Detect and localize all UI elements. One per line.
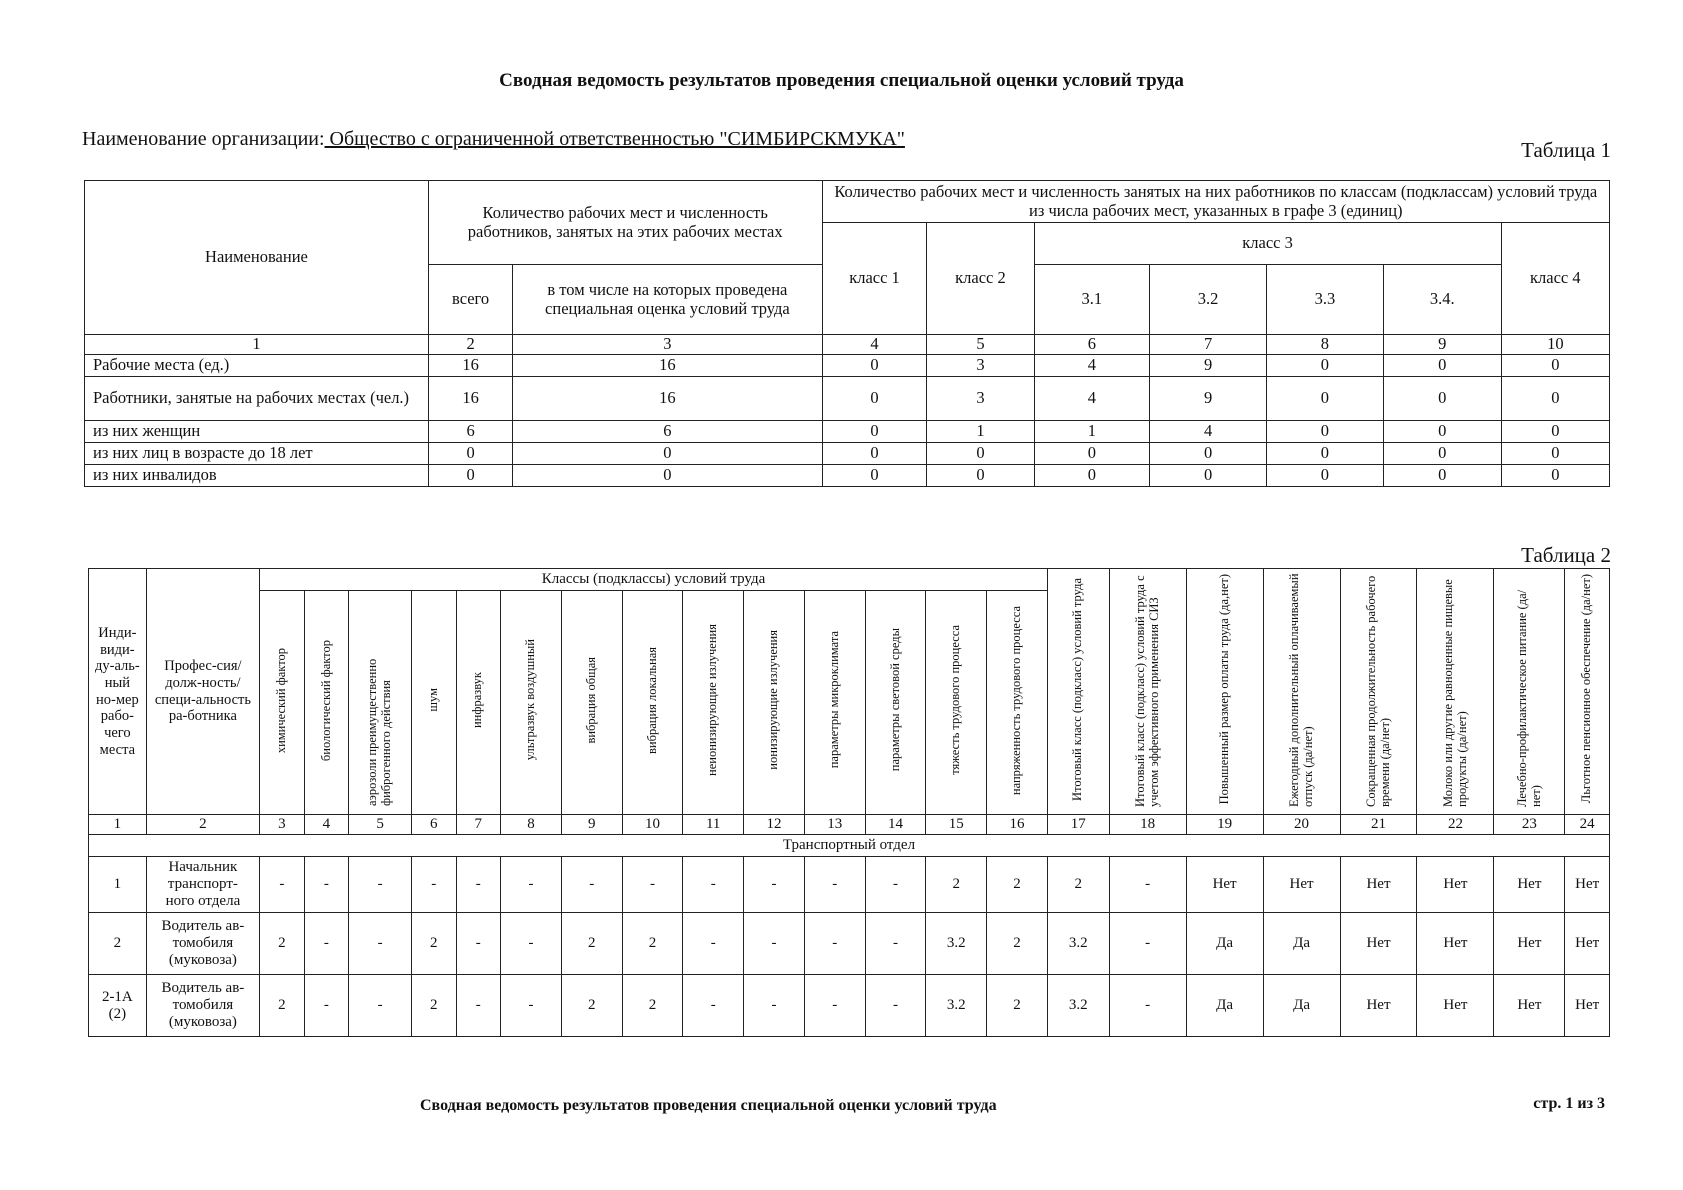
t2-colnum: 20 — [1263, 815, 1340, 835]
cell-value: - — [744, 975, 805, 1037]
cell-value: Да — [1263, 913, 1340, 975]
t1-header-3-4: 3.4. — [1383, 265, 1501, 335]
cell-value: 0 — [1267, 465, 1384, 487]
cell-value: 1 — [1034, 421, 1150, 443]
table-row — [85, 443, 1610, 465]
t2-factor-header: инфразвук — [456, 591, 501, 815]
cell-value: 2 — [561, 975, 622, 1037]
cell-value: 0 — [822, 465, 927, 487]
cell-value: Нет — [1340, 857, 1417, 913]
cell-value: 0 — [1034, 443, 1150, 465]
cell-value: 2 — [622, 913, 683, 975]
t2-colnum: 18 — [1109, 815, 1186, 835]
cell-value: Нет — [1186, 857, 1263, 913]
t2-colnum: 15 — [926, 815, 987, 835]
t2-header-classes: Классы (подклассы) условий труда — [260, 569, 1048, 591]
t1-colnum: 6 — [1034, 335, 1150, 355]
cell-value: - — [1109, 913, 1186, 975]
cell-value: 2 — [260, 975, 305, 1037]
cell-value: - — [304, 857, 349, 913]
t2-factor-header: ультразвук воздушный — [501, 591, 562, 815]
t1-header-3-2: 3.2 — [1150, 265, 1267, 335]
cell-value: 0 — [822, 421, 927, 443]
cell-value: 2 — [1047, 857, 1109, 913]
table-row — [89, 913, 1610, 975]
cell-value: - — [865, 975, 926, 1037]
cell-value: - — [561, 857, 622, 913]
t2-header-short-hours: Сокращенная продолжительность рабочего времени (да/нет) — [1340, 569, 1417, 815]
t2-header-milk: Молоко или другие равноценные пищевые продукты (да/нет) — [1417, 569, 1494, 815]
cell-value: 1 — [927, 421, 1034, 443]
t1-header-assessed: в том числе на которых проведена специальная оценка условий труда — [513, 265, 822, 335]
cell-value: 2 — [260, 913, 305, 975]
t1-header-total: всего — [428, 265, 512, 335]
cell-value: 4 — [1034, 377, 1150, 421]
profession: Водитель ав-томобиля (муковоза) — [146, 913, 259, 975]
cell-value: 3.2 — [926, 913, 987, 975]
cell-value: 0 — [1501, 465, 1609, 487]
t2-colnum: 5 — [349, 815, 412, 835]
table-row — [89, 975, 1610, 1037]
profession: Начальник транспорт-ного отдела — [146, 857, 259, 913]
cell-value: - — [304, 913, 349, 975]
t1-header-class4: класс 4 — [1501, 223, 1609, 335]
cell-value: 0 — [513, 465, 822, 487]
cell-value: 0 — [822, 443, 927, 465]
cell-value: - — [456, 913, 501, 975]
cell-value: - — [260, 857, 305, 913]
cell-value: - — [683, 913, 744, 975]
cell-value: Нет — [1565, 857, 1610, 913]
t2-colnum: 14 — [865, 815, 926, 835]
t1-colnum: 9 — [1383, 335, 1501, 355]
t2-colnum: 10 — [622, 815, 683, 835]
cell-value: 0 — [428, 465, 512, 487]
cell-value: 0 — [1383, 377, 1501, 421]
table-row — [85, 377, 1610, 421]
cell-value: 0 — [927, 465, 1034, 487]
cell-value: 0 — [822, 355, 927, 377]
cell-value: - — [349, 975, 412, 1037]
workplace-id: 1 — [89, 857, 147, 913]
cell-value: - — [501, 975, 562, 1037]
t1-colnum: 8 — [1267, 335, 1384, 355]
cell-value: 2 — [987, 857, 1048, 913]
t2-colnum: 23 — [1494, 815, 1565, 835]
t2-factor-header: ионизирующие излучения — [744, 591, 805, 815]
cell-value: Да — [1263, 975, 1340, 1037]
t1-colnum: 10 — [1501, 335, 1609, 355]
t2-colnum: 8 — [501, 815, 562, 835]
cell-value: - — [1109, 975, 1186, 1037]
t2-factor-header: аэрозоли преимущественно фиброгенного действия — [349, 591, 412, 815]
table1-label: Таблица 1 — [1521, 138, 1611, 162]
t1-colnum: 3 — [513, 335, 822, 355]
t2-factor-header: вибрация общая — [561, 591, 622, 815]
page-number: стр. 1 из 3 — [1533, 1095, 1605, 1112]
t2-header-final-class: Итоговый класс (подкласс) условий труда — [1047, 569, 1109, 815]
t2-colnum: 11 — [683, 815, 744, 835]
cell-value: 0 — [1383, 421, 1501, 443]
cell-value: 3 — [927, 377, 1034, 421]
cell-value: - — [865, 857, 926, 913]
cell-value: 3.2 — [926, 975, 987, 1037]
footer-title: Сводная ведомость результатов проведения специальной оценки условий труда — [420, 1097, 997, 1114]
t2-body — [89, 857, 1610, 1037]
t2-factor-header: тяжесть трудового процесса — [926, 591, 987, 815]
cell-value: Нет — [1340, 975, 1417, 1037]
cell-value: 0 — [513, 443, 822, 465]
t2-factor-header: неионизирующие излучения — [683, 591, 744, 815]
row-name: из них лиц в возрасте до 18 лет — [85, 443, 429, 465]
cell-value: 0 — [1501, 443, 1609, 465]
cell-value: 0 — [1383, 443, 1501, 465]
table-row — [85, 355, 1610, 377]
cell-value: - — [744, 857, 805, 913]
cell-value: Нет — [1494, 913, 1565, 975]
cell-value: 0 — [1150, 465, 1267, 487]
t2-header-final-class-siz: Итоговый класс (подкласс) условий труда с учетом эффективного применения СИЗ — [1109, 569, 1186, 815]
cell-value: 4 — [1034, 355, 1150, 377]
cell-value: - — [349, 857, 412, 913]
t1-header-name: Наименование — [85, 181, 429, 335]
t2-section-title: Транспортный отдел — [89, 835, 1610, 857]
cell-value: 9 — [1150, 377, 1267, 421]
t2-factor-header: химический фактор — [260, 591, 305, 815]
cell-value: 0 — [428, 443, 512, 465]
t1-colnum: 7 — [1150, 335, 1267, 355]
t1-header-3-3: 3.3 — [1267, 265, 1384, 335]
cell-value: - — [683, 857, 744, 913]
cell-value: 0 — [822, 377, 927, 421]
cell-value: 6 — [428, 421, 512, 443]
t2-factor-header: шум — [411, 591, 456, 815]
t1-header-3-1: 3.1 — [1034, 265, 1150, 335]
t2-colnum: 2 — [146, 815, 259, 835]
cell-value: Нет — [1417, 975, 1494, 1037]
organization-line — [82, 128, 905, 151]
cell-value: - — [411, 857, 456, 913]
t1-column-numbers — [85, 335, 1610, 355]
profession: Водитель ав-томобиля (муковоза) — [146, 975, 259, 1037]
cell-value: Нет — [1565, 975, 1610, 1037]
cell-value: - — [622, 857, 683, 913]
cell-value: Нет — [1417, 913, 1494, 975]
cell-value: Да — [1186, 913, 1263, 975]
cell-value: 0 — [1383, 465, 1501, 487]
cell-value: - — [304, 975, 349, 1037]
t2-header-pay: Повышенный размер оплаты труда (да,нет) — [1186, 569, 1263, 815]
t1-body — [85, 355, 1610, 487]
cell-value: 3 — [927, 355, 1034, 377]
cell-value: 3.2 — [1047, 913, 1109, 975]
cell-value: 2 — [561, 913, 622, 975]
t2-colnum: 22 — [1417, 815, 1494, 835]
t2-header-pension: Льготное пенсионное обеспечение (да/нет) — [1565, 569, 1610, 815]
cell-value: Нет — [1263, 857, 1340, 913]
cell-value: 0 — [1034, 465, 1150, 487]
t1-header-class3: класс 3 — [1034, 223, 1501, 265]
cell-value: - — [865, 913, 926, 975]
cell-value: - — [804, 857, 865, 913]
cell-value: 0 — [1267, 421, 1384, 443]
cell-value: 4 — [1150, 421, 1267, 443]
cell-value: 2 — [926, 857, 987, 913]
cell-value: Нет — [1494, 975, 1565, 1037]
t2-colnum: 17 — [1047, 815, 1109, 835]
cell-value: 0 — [1267, 377, 1384, 421]
t2-factor-header: биологический фактор — [304, 591, 349, 815]
t2-factor-header: параметры микроклимата — [804, 591, 865, 815]
cell-value: Да — [1186, 975, 1263, 1037]
t2-header-id: Инди-види-ду-аль-ный но-мер рабо-чего места — [89, 569, 147, 815]
row-name: из них женщин — [85, 421, 429, 443]
workplace-id: 2-1А (2) — [89, 975, 147, 1037]
t2-factor-header: вибрация локальная — [622, 591, 683, 815]
cell-value: Нет — [1494, 857, 1565, 913]
cell-value: - — [501, 857, 562, 913]
cell-value: 3.2 — [1047, 975, 1109, 1037]
organization-name: Общество с ограниченной ответственностью "СИМБИРСКМУКА" — [324, 128, 905, 150]
cell-value: - — [456, 975, 501, 1037]
t2-colnum: 4 — [304, 815, 349, 835]
t2-colnum: 1 — [89, 815, 147, 835]
t1-colnum: 5 — [927, 335, 1034, 355]
t2-factor-header: параметры световой среды — [865, 591, 926, 815]
cell-value: 16 — [428, 377, 512, 421]
cell-value: Нет — [1340, 913, 1417, 975]
t2-colnum: 21 — [1340, 815, 1417, 835]
cell-value: 2 — [411, 975, 456, 1037]
t1-header-class2: класс 2 — [927, 223, 1034, 335]
t2-colnum: 9 — [561, 815, 622, 835]
cell-value: 0 — [927, 443, 1034, 465]
cell-value: - — [683, 975, 744, 1037]
row-name: Работники, занятые на рабочих местах (чел.) — [85, 377, 429, 421]
row-name: Рабочие места (ед.) — [85, 355, 429, 377]
t2-colnum: 16 — [987, 815, 1048, 835]
cell-value: 0 — [1501, 377, 1609, 421]
summary-table-2 — [88, 568, 1610, 1037]
row-name: из них инвалидов — [85, 465, 429, 487]
cell-value: - — [804, 913, 865, 975]
cell-value: 0 — [1267, 443, 1384, 465]
cell-value: 16 — [513, 355, 822, 377]
t2-column-numbers — [89, 815, 1610, 835]
cell-value: 9 — [1150, 355, 1267, 377]
t1-colnum: 2 — [428, 335, 512, 355]
cell-value: 0 — [1501, 421, 1609, 443]
t1-colnum: 1 — [85, 335, 429, 355]
table-row — [89, 857, 1610, 913]
cell-value: 0 — [1501, 355, 1609, 377]
t2-colnum: 24 — [1565, 815, 1610, 835]
t1-header-class1: класс 1 — [822, 223, 927, 335]
t1-header-group1: Количество рабочих мест и численность работников, занятых на этих рабочих местах — [428, 181, 822, 265]
t2-colnum: 12 — [744, 815, 805, 835]
t2-header-leave: Ежегодный дополнительный оплачиваемый отпуск (да/нет) — [1263, 569, 1340, 815]
cell-value: - — [804, 975, 865, 1037]
t2-header-nutrition: Лечебно-профилактическое питание (да/нет) — [1494, 569, 1565, 815]
cell-value: - — [501, 913, 562, 975]
cell-value: 6 — [513, 421, 822, 443]
summary-table-1 — [84, 180, 1610, 487]
cell-value: 16 — [513, 377, 822, 421]
cell-value: 2 — [987, 975, 1048, 1037]
cell-value: 0 — [1383, 355, 1501, 377]
table-row — [85, 465, 1610, 487]
workplace-id: 2 — [89, 913, 147, 975]
t2-colnum: 13 — [804, 815, 865, 835]
cell-value: Нет — [1417, 857, 1494, 913]
t2-colnum: 19 — [1186, 815, 1263, 835]
cell-value: 16 — [428, 355, 512, 377]
table-row — [85, 421, 1610, 443]
t2-factor-header: напряженность трудового процесса — [987, 591, 1048, 815]
cell-value: 2 — [411, 913, 456, 975]
cell-value: 2 — [622, 975, 683, 1037]
t1-colnum: 4 — [822, 335, 927, 355]
t2-colnum: 6 — [411, 815, 456, 835]
cell-value: 2 — [987, 913, 1048, 975]
cell-value: 0 — [1267, 355, 1384, 377]
t1-header-group2: Количество рабочих мест и численность занятых на них работников по классам (подклассам) условий труда из числа рабочих мест, указанных в графе 3 (единиц) — [822, 181, 1609, 223]
cell-value: - — [1109, 857, 1186, 913]
document-title: Сводная ведомость результатов проведения специальной оценки условий труда — [499, 70, 1184, 91]
organization-label: Наименование организации: — [82, 128, 325, 150]
t2-header-profession: Профес-сия/долж-ность/специ-альность ра-ботника — [146, 569, 259, 815]
cell-value: 0 — [1150, 443, 1267, 465]
cell-value: - — [349, 913, 412, 975]
t2-colnum: 7 — [456, 815, 501, 835]
t2-colnum: 3 — [260, 815, 305, 835]
cell-value: - — [744, 913, 805, 975]
cell-value: Нет — [1565, 913, 1610, 975]
table2-label: Таблица 2 — [1521, 543, 1611, 567]
cell-value: - — [456, 857, 501, 913]
